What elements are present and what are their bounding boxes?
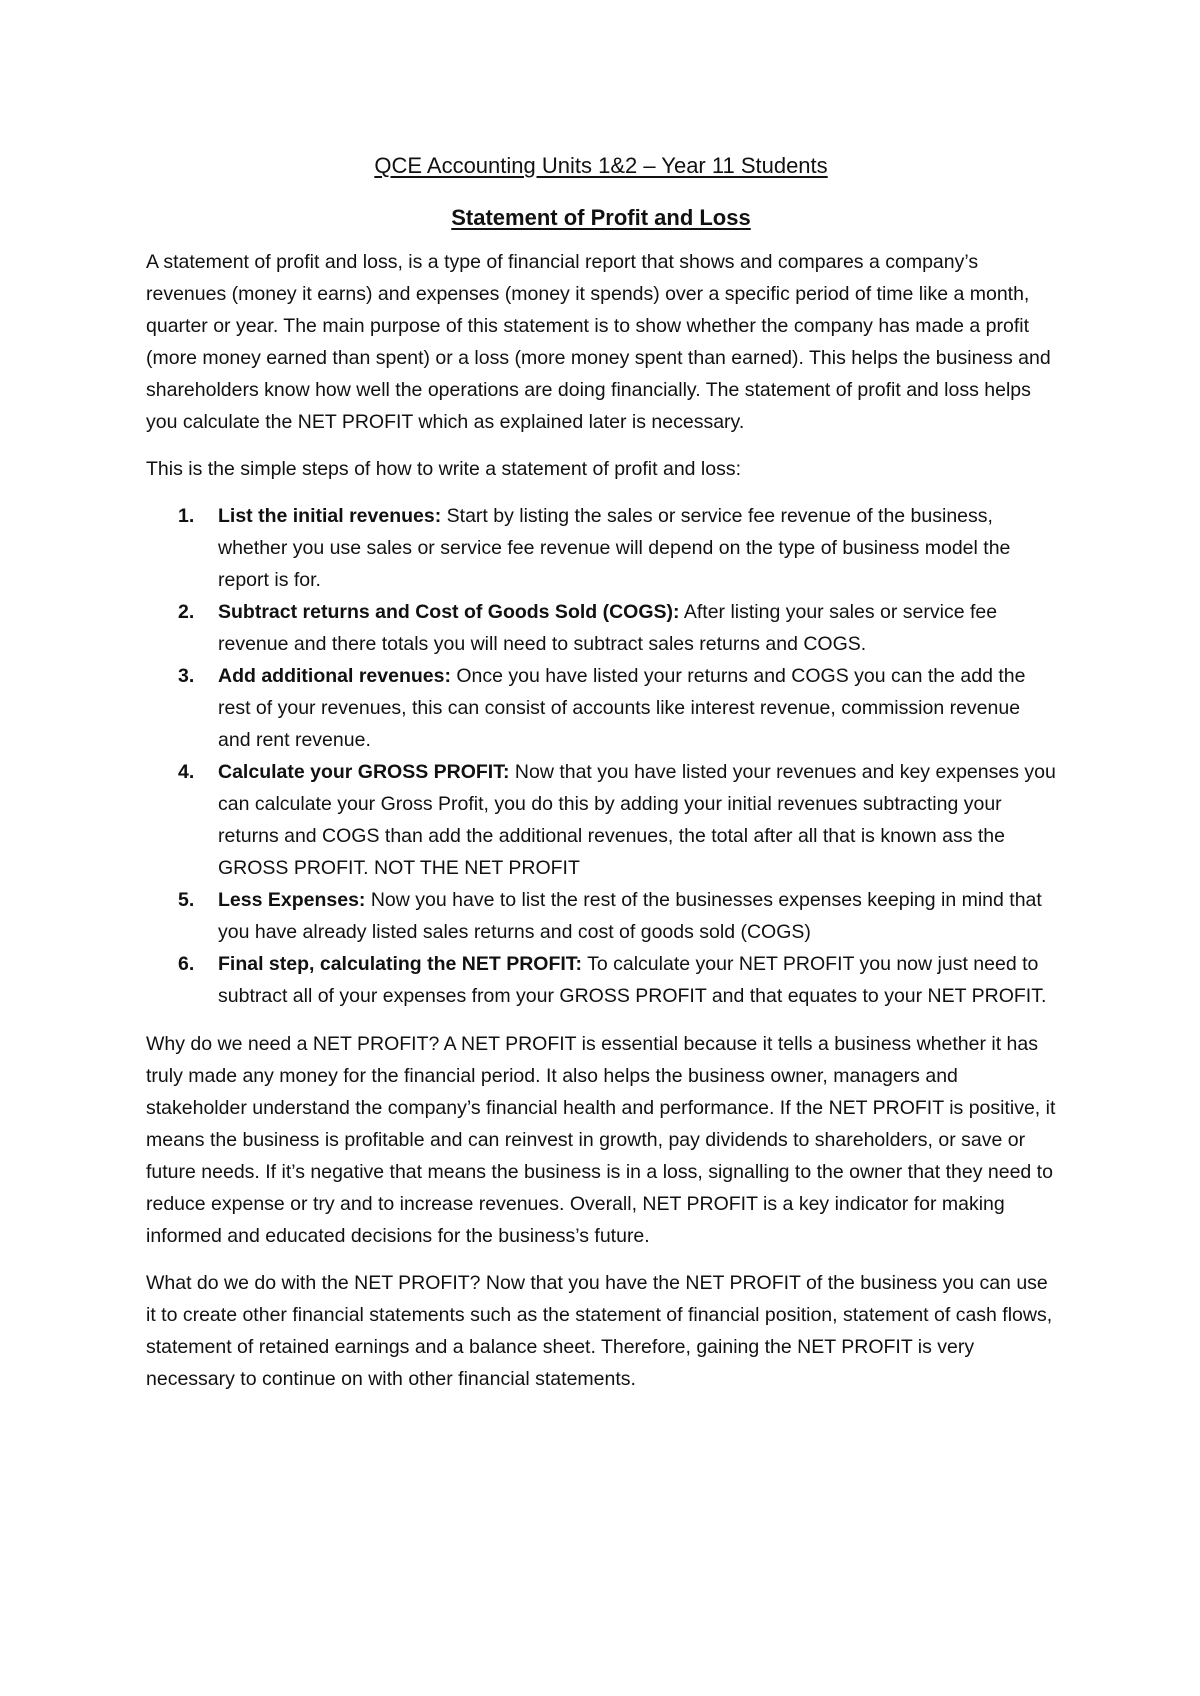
step-lead: Subtract returns and Cost of Goods Sold (COGS): [218, 601, 680, 623]
step-number: 2. [178, 601, 195, 623]
step-text: Now you have to list the rest of the businesses expenses keeping in mind that you have already listed sales returns and cost of goods sold (COGS) [218, 889, 1042, 943]
step-item [146, 500, 1056, 596]
step-item [146, 948, 1056, 1012]
step-text: Start by listing the sales or service fee revenue of the business, whether you use sales or service fee revenue will depend on the type of business model the report is for. [218, 505, 1011, 591]
document-subtitle: Statement of Profit and Loss [451, 205, 751, 230]
step-text: Once you have listed your returns and COGS you can the add the rest of your revenues, this can consist of accounts like interest revenue, commission revenue and rent revenue. [218, 665, 1026, 751]
step-item [146, 756, 1056, 884]
steps-intro: This is the simple steps of how to write a statement of profit and loss: [146, 458, 742, 480]
step-text: To calculate your NET PROFIT you now just need to subtract all of your expenses from your GROSS PROFIT and that equates to your NET PROFIT. [218, 953, 1047, 1007]
step-text: After listing your sales or service fee revenue and there totals you will need to subtract sales returns and COGS. [218, 601, 998, 655]
step-number: 4. [178, 761, 195, 783]
step-number: 6. [178, 953, 195, 975]
step-number: 3. [178, 665, 195, 687]
step-lead: Calculate your GROSS PROFIT: [218, 761, 510, 783]
step-item [146, 884, 1056, 948]
steps-list [146, 500, 1056, 1012]
step-lead: Less Expenses: [218, 889, 366, 911]
step-item [146, 596, 1056, 660]
step-lead: List the initial revenues: [218, 505, 442, 527]
why-net-profit-paragraph: Why do we need a NET PROFIT? A NET PROFIT is essential because it tells a business whether it has truly made any money for the financial period. It also helps the business owner, managers and stakeholder understand the company’s financial health and performance. If the NET PROFIT is positive, it means the business is profitable and can reinvest in growth, pay dividends to shareholders, or save or future needs. If it’s negative that means the business is in a loss, signalling to the owner that they need to reduce expense or try and to increase revenues. Overall, NET PROFIT is a key indicator for making informed and educated decisions for the business’s future. [146, 1033, 1056, 1247]
intro-paragraph: A statement of profit and loss, is a type of financial report that shows and compares a company’s revenues (money it earns) and expenses (money it spends) over a specific period of time like a month, quarter or year. The main purpose of this statement is to show whether the company has made a profit (more money earned than spent) or a loss (more money spent than earned). This helps the business and shareholders know how well the operations are doing financially. The statement of profit and loss helps you calculate the NET PROFIT which as explained later is necessary. [146, 251, 1051, 433]
step-text: Now that you have listed your revenues and key expenses you can calculate your Gross Profit, you do this by adding your initial revenues subtracting your returns and COGS than add the additional revenues, the total after all that is known ass the GROSS PROFIT. NOT THE NET PROFIT [218, 761, 1056, 879]
step-lead: Final step, calculating the NET PROFIT: [218, 953, 583, 975]
document-title: QCE Accounting Units 1&2 – Year 11 Students [374, 153, 828, 178]
step-lead: Add additional revenues: [218, 665, 451, 687]
step-number: 5. [178, 889, 195, 911]
step-item [146, 660, 1056, 756]
what-net-profit-paragraph: What do we do with the NET PROFIT? Now that you have the NET PROFIT of the business you can use it to create other financial statements such as the statement of financial position, statement of cash flows, statement of retained earnings and a balance sheet. Therefore, gaining the NET PROFIT is very necessary to continue on with other financial statements. [146, 1272, 1053, 1390]
document-page [146, 148, 1056, 1410]
step-number: 1. [178, 505, 195, 527]
